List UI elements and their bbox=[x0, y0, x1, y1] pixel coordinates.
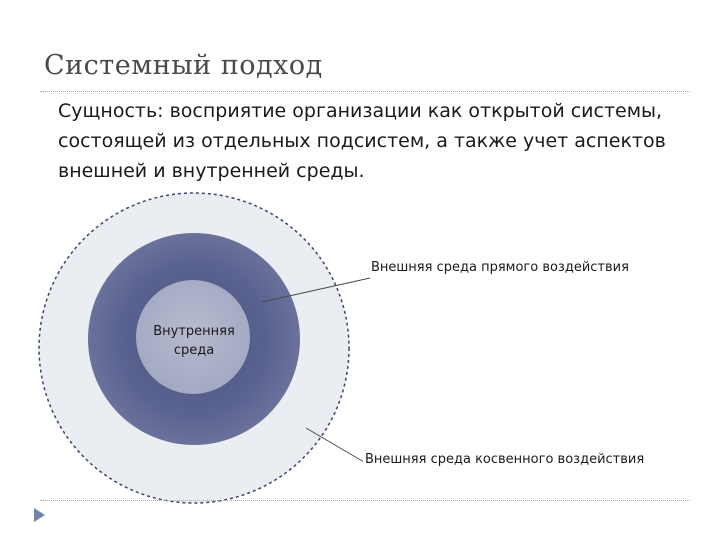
bottom-divider bbox=[40, 500, 690, 501]
slide-title: Системный подход bbox=[44, 50, 323, 81]
play-arrow-icon bbox=[34, 508, 45, 522]
direct-environment-label: Внешняя среда прямого воздействия bbox=[371, 260, 629, 275]
indirect-environment-label: Внешняя среда косвенного воздействия bbox=[365, 452, 645, 467]
body-text: Сущность: восприятие организации как открытой системы, состоящей из отдельных подсистем, а также учет аспектов внешней и внутренней среды. bbox=[58, 100, 666, 182]
inner-environment-label: Внутренняя среда bbox=[153, 324, 235, 358]
